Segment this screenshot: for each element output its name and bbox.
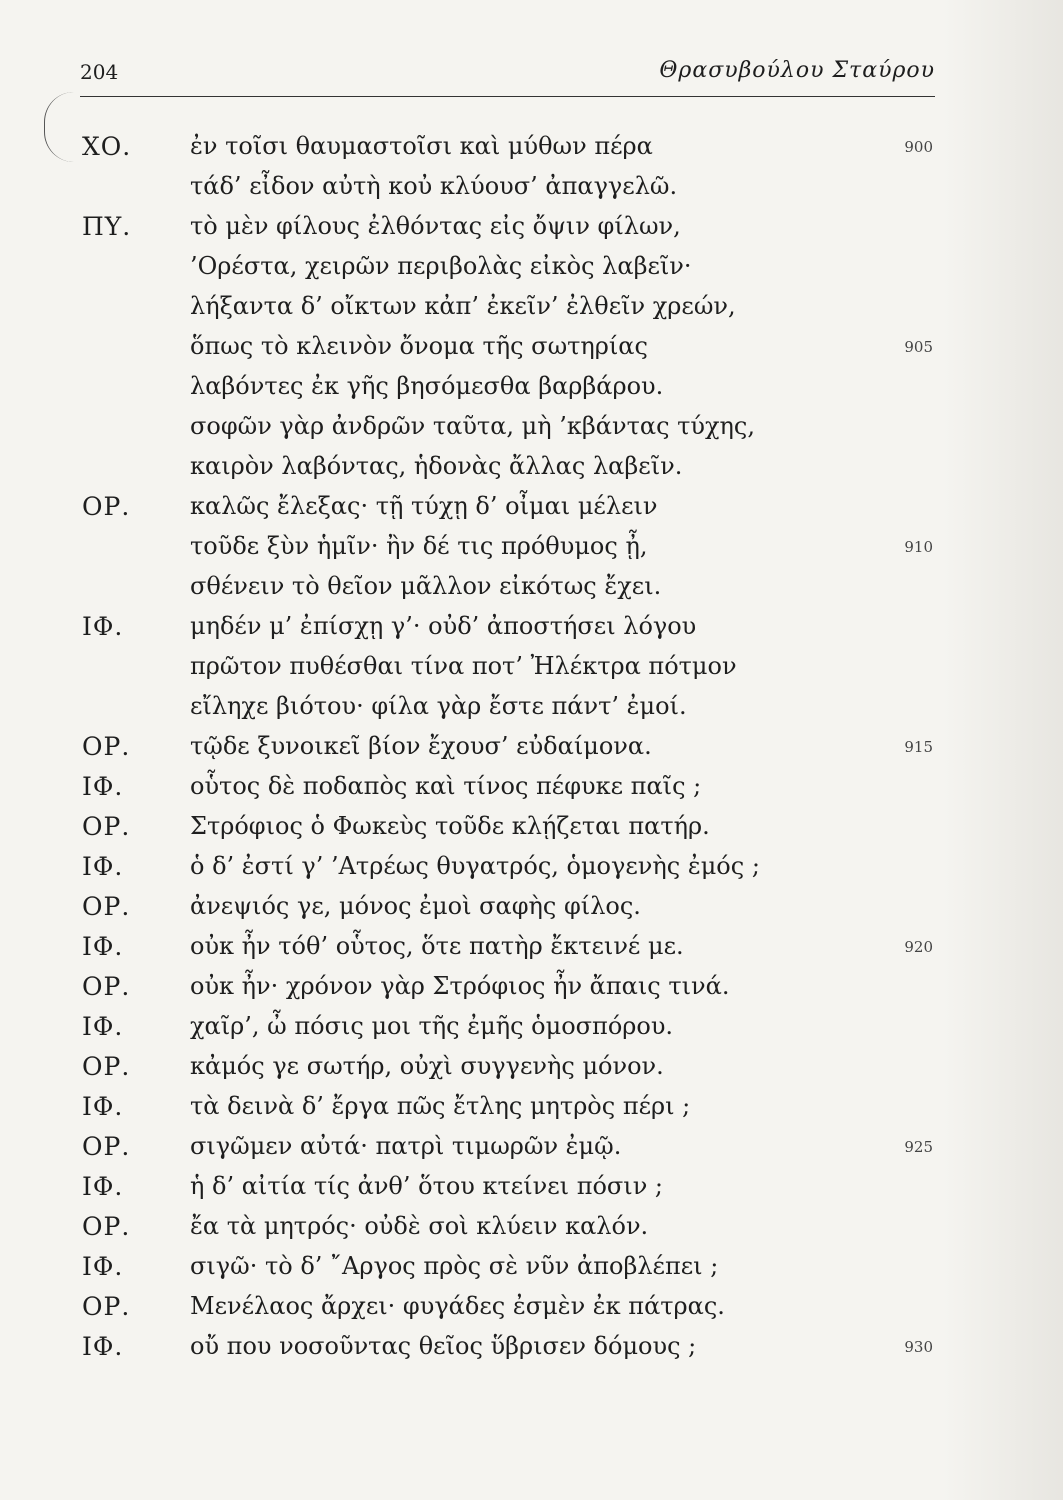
verse-line — [0, 172, 1063, 212]
verse-line — [0, 1052, 1063, 1092]
verse-line — [0, 492, 1063, 532]
verse-line — [0, 892, 1063, 932]
line-number: 915 — [904, 738, 933, 756]
verse-line — [0, 1092, 1063, 1132]
verse-line — [0, 532, 1063, 572]
verse-text: ἔα τὰ μητρός· οὐδὲ σοὶ κλύειν καλόν. — [190, 1212, 649, 1240]
verse-text: οὗτος δὲ ποδαπὸς καὶ τίνος πέφυκε παῖς ; — [190, 772, 702, 800]
speaker-label: ΙΦ. — [82, 932, 124, 961]
speaker-label: ΟΡ. — [82, 1132, 131, 1161]
speaker-label: ΙΦ. — [82, 1172, 124, 1201]
verse-line — [0, 852, 1063, 892]
speaker-label: ΟΡ. — [82, 732, 131, 761]
verse-line — [0, 1012, 1063, 1052]
verse-text: ’Ορέστα, χειρῶν περιβολὰς εἰκὸς λαβεῖν· — [190, 252, 692, 280]
verse-line — [0, 612, 1063, 652]
verse-line — [0, 732, 1063, 772]
speaker-label: ΟΡ. — [82, 972, 131, 1001]
verse-text: καιρὸν λαβόντας, ἡδονὰς ἄλλας λαβεῖν. — [190, 452, 683, 480]
speaker-label: ΟΡ. — [82, 812, 131, 841]
verse-text: λήξαντα δ’ οἴκτων κἀπ’ ἐκεῖν’ ἐλθεῖν χρεών, — [190, 292, 736, 320]
verse-line — [0, 652, 1063, 692]
verse-line — [0, 132, 1063, 172]
verse-line — [0, 972, 1063, 1012]
verse-line — [0, 1132, 1063, 1172]
speaker-label: ΟΡ. — [82, 1052, 131, 1081]
verse-text: οὐκ ἦν τόθ’ οὗτος, ὅτε πατὴρ ἔκτεινέ με. — [190, 932, 684, 960]
line-number: 910 — [904, 538, 933, 556]
verse-line — [0, 1332, 1063, 1372]
speaker-label: ΙΦ. — [82, 612, 124, 641]
verse-text: ἡ δ’ αἰτία τίς ἀνθ’ ὅτου κτείνει πόσιν ; — [190, 1172, 664, 1200]
verse-text: ἀνεψιός γε, μόνος ἐμοὶ σαφὴς φίλος. — [190, 892, 641, 920]
verse-text: σιγῶμεν αὐτά· πατρὶ τιμωρῶν ἐμῷ. — [190, 1132, 622, 1160]
speaker-label: ΟΡ. — [82, 1212, 131, 1241]
verse-line — [0, 372, 1063, 412]
verse-text: εἴληχε βιότου· φίλα γὰρ ἔστε πάντ’ ἐμοί. — [190, 692, 687, 720]
speaker-label: ΟΡ. — [82, 892, 131, 921]
speaker-label: ΠΥ. — [82, 212, 132, 241]
speaker-label: ΙΦ. — [82, 1332, 124, 1361]
page-number: 204 — [80, 60, 119, 84]
running-head: Θρασυβούλου Σταύρου — [659, 58, 935, 83]
verse-line — [0, 932, 1063, 972]
verse-line — [0, 412, 1063, 452]
verse-text: καλῶς ἔλεξας· τῇ τύχῃ δ’ οἶμαι μέλειν — [190, 492, 658, 520]
verse-text: τὰ δεινὰ δ’ ἔργα πῶς ἔτλης μητρὸς πέρι ; — [190, 1092, 691, 1120]
verse-line — [0, 692, 1063, 732]
speaker-label: ΙΦ. — [82, 1092, 124, 1121]
verse-text: οὐκ ἦν· χρόνον γὰρ Στρόφιος ἦν ἄπαις τινά. — [190, 972, 730, 1000]
verse-line — [0, 1292, 1063, 1332]
verse-text: χαῖρ’, ὦ πόσις μοι τῆς ἐμῆς ὁμοσπόρου. — [190, 1012, 674, 1040]
line-number: 925 — [904, 1138, 933, 1156]
verse-text: σιγῶ· τὸ δ’ ῎Αργος πρὸς σὲ νῦν ἀποβλέπει ; — [190, 1252, 719, 1280]
line-number: 900 — [904, 138, 933, 156]
verse-text: τοῦδε ξὺν ἡμῖν· ἢν δέ τις πρόθυμος ᾖ, — [190, 532, 648, 560]
verse-text: τάδ’ εἶδον αὐτὴ κοὐ κλύουσ’ ἀπαγγελῶ. — [190, 172, 678, 200]
verse-text: λαβόντες ἐκ γῆς βησόμεσθα βαρβάρου. — [190, 372, 664, 400]
speaker-label: ΙΦ. — [82, 1252, 124, 1281]
verse-line — [0, 332, 1063, 372]
line-number: 920 — [904, 938, 933, 956]
speaker-label: ΙΦ. — [82, 772, 124, 801]
verse-text: τὸ μὲν φίλους ἐλθόντας εἰς ὄψιν φίλων, — [190, 212, 681, 240]
speaker-label: ΟΡ. — [82, 1292, 131, 1321]
speaker-label: ΙΦ. — [82, 852, 124, 881]
verse-text: ὅπως τὸ κλεινὸν ὄνομα τῆς σωτηρίας — [190, 332, 648, 360]
verse-line — [0, 212, 1063, 252]
verse-text: Στρόφιος ὁ Φωκεὺς τοῦδε κλῄζεται πατήρ. — [190, 812, 710, 840]
verse-line — [0, 1172, 1063, 1212]
verse-text: σθένειν τὸ θεῖον μᾶλλον εἰκότως ἔχει. — [190, 572, 662, 600]
page-header — [80, 58, 935, 97]
verse-text: Μενέλαος ἄρχει· φυγάδες ἐσμὲν ἐκ πάτρας. — [190, 1292, 725, 1320]
verse-text: πρῶτον πυθέσθαι τίνα ποτ’ Ἠλέκτρα πότμον — [190, 652, 737, 680]
verse-text: τῷδε ξυνοικεῖ βίον ἔχουσ’ εὐδαίμονα. — [190, 732, 652, 760]
verse-line — [0, 292, 1063, 332]
verse-text: ὁ δ’ ἐστί γ’ ’Ατρέως θυγατρός, ὁμογενὴς ἐμός ; — [190, 852, 760, 880]
verse-line — [0, 1212, 1063, 1252]
verse-lines — [0, 132, 1063, 1372]
speaker-label: ΙΦ. — [82, 1012, 124, 1041]
line-number: 930 — [904, 1338, 933, 1356]
verse-text: ἐν τοῖσι θαυμαστοῖσι καὶ μύθων πέρα — [190, 132, 653, 160]
verse-line — [0, 452, 1063, 492]
speaker-label: ΟΡ. — [82, 492, 131, 521]
verse-line — [0, 252, 1063, 292]
verse-text: σοφῶν γὰρ ἀνδρῶν ταῦτα, μὴ ’κβάντας τύχης, — [190, 412, 755, 440]
verse-line — [0, 572, 1063, 612]
verse-line — [0, 1252, 1063, 1292]
verse-line — [0, 812, 1063, 852]
verse-text: κἀμός γε σωτήρ, οὐχὶ συγγενὴς μόνον. — [190, 1052, 664, 1080]
line-number: 905 — [904, 338, 933, 356]
verse-line — [0, 772, 1063, 812]
verse-text: οὔ που νοσοῦντας θεῖος ὕβρισεν δόμους ; — [190, 1332, 697, 1360]
speaker-label: ΧΟ. — [82, 132, 132, 161]
verse-text: μηδέν μ’ ἐπίσχῃ γ’· οὐδ’ ἀποστήσει λόγου — [190, 612, 697, 640]
